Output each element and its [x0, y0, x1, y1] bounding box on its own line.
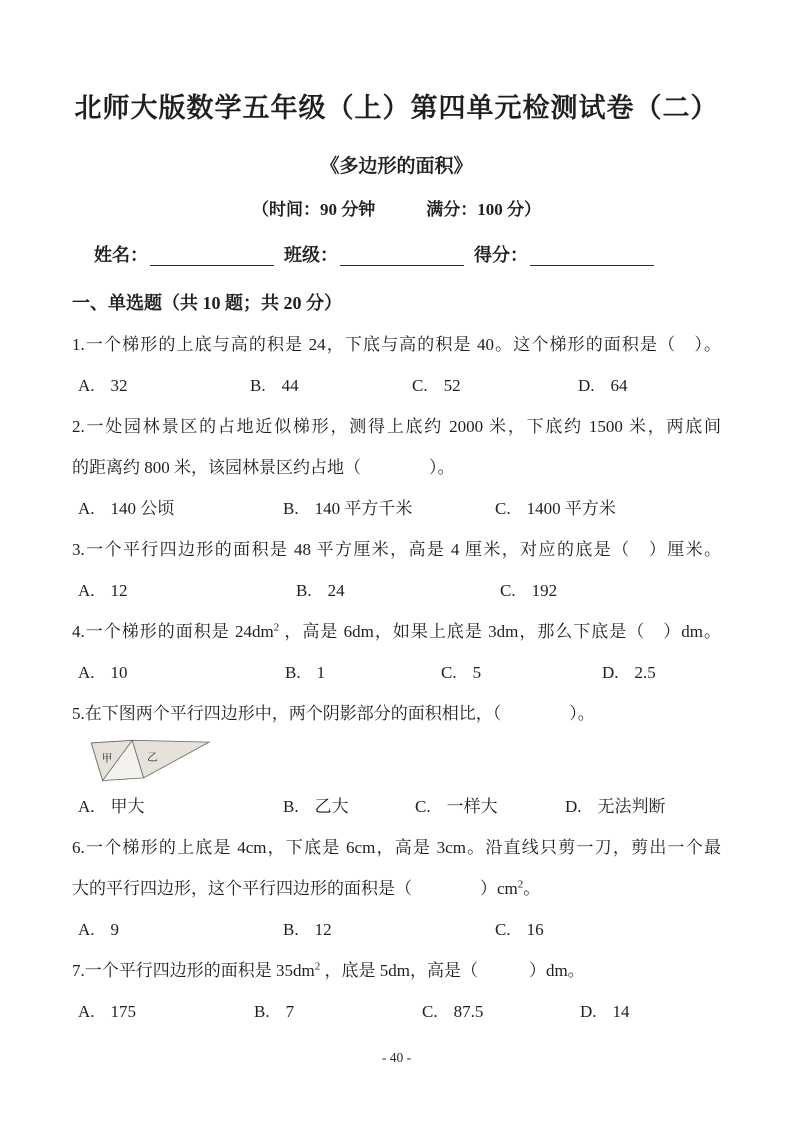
- shaded-region-yi: [132, 740, 209, 778]
- q5-parallelograms-figure: [72, 734, 721, 786]
- time-score-info: （时间：90 分钟 满分：100 分）: [252, 200, 541, 219]
- superscript: 2: [273, 621, 280, 634]
- name-label: 姓名：: [94, 245, 148, 265]
- question-3-options: [72, 570, 721, 611]
- questions-area: [72, 324, 721, 1032]
- option: A. 9: [78, 920, 120, 939]
- class-blank-line: [340, 245, 464, 266]
- question-1-text: 1.一个梯形的上底与高的积是 24，下底与高的积是 40。这个梯形的面积是（ ）。: [72, 335, 721, 354]
- question-2-text-line1: 2.一处园林景区的占地近似梯形，测得上底约 2000 米，下底约 1500 米，两底间: [72, 417, 721, 436]
- score-label: 得分：: [474, 245, 528, 265]
- question-4-options: [72, 652, 721, 693]
- section-heading: 一、单选题（共 10 题；共 20 分）: [72, 293, 342, 313]
- option: C. 一样大: [415, 797, 498, 816]
- class-label: 班级：: [284, 245, 338, 265]
- q5-figure-svg: [82, 736, 214, 784]
- option: A. 140 公顷: [78, 499, 175, 518]
- score-blank-line: [530, 245, 654, 266]
- option: B. 12: [283, 920, 332, 939]
- option: C. 87.5: [422, 1002, 484, 1021]
- option: B. 1: [285, 663, 326, 682]
- label-jia: 甲: [101, 753, 113, 765]
- option: B. 24: [296, 581, 345, 600]
- option: B. 乙大: [283, 797, 349, 816]
- question-3-text: 3.一个平行四边形的面积是 48 平方厘米，高是 4 厘米，对应的底是（ ）厘米。: [72, 540, 721, 559]
- question-2-text-line2: 的距离约 800 米，该园林景区约占地（ ）。: [72, 458, 455, 477]
- superscript: 2: [314, 960, 321, 973]
- option: D. 14: [580, 1002, 630, 1021]
- option: B. 44: [250, 376, 299, 395]
- option: C. 192: [500, 581, 558, 600]
- option: A. 12: [78, 581, 128, 600]
- page-subtitle: 《多边形的面积》: [320, 156, 473, 177]
- name-class-score-row: [72, 242, 721, 268]
- question-7-options: [72, 991, 721, 1032]
- superscript: 2: [517, 878, 524, 891]
- option: B. 140 平方千米: [283, 499, 413, 518]
- question-6-text-line1: 6.一个梯形的上底是 4cm，下底是 6cm，高是 3cm。沿直线只剪一刀，剪出一个最: [72, 838, 721, 857]
- option: B. 7: [254, 1002, 295, 1021]
- option: A. 10: [78, 663, 128, 682]
- question-5-text: 5.在下图两个平行四边形中，两个阴影部分的面积相比，（ ）。: [72, 704, 595, 723]
- option: C. 1400 平方米: [495, 499, 616, 518]
- label-yi: 乙: [147, 752, 158, 764]
- option: D. 2.5: [602, 663, 656, 682]
- question-4-text: 4.一个梯形的面积是 $24dm^2$ ，高是 6dm，如果上底是 3dm，那么下底是（ ）dm。: [72, 621, 721, 641]
- question-2-options: [72, 488, 721, 529]
- question-6-options: [72, 909, 721, 950]
- option: C. 16: [495, 920, 544, 939]
- option: D. 64: [578, 376, 628, 395]
- question-6-text-line2: 大的平行四边形，这个平行四边形的面积是（ ）$cm^2$。: [72, 878, 541, 898]
- option: C. 52: [412, 376, 461, 395]
- name-blank-line: [150, 245, 274, 266]
- page-number: - 40 -: [381, 1050, 412, 1065]
- option: A. 175: [78, 1002, 137, 1021]
- option: C. 5: [441, 663, 482, 682]
- page-title: 北师大版数学五年级（上）第四单元检测试卷（二）: [74, 93, 719, 123]
- option: D. 无法判断: [565, 797, 666, 816]
- question-1-options: [72, 365, 721, 406]
- question-5-options: [72, 786, 721, 827]
- question-7-text: 7.一个平行四边形的面积是 $35dm^2$ ，底是 5dm，高是（ ）dm。: [72, 960, 585, 980]
- option: A. 甲大: [78, 797, 145, 816]
- option: A. 32: [78, 376, 128, 395]
